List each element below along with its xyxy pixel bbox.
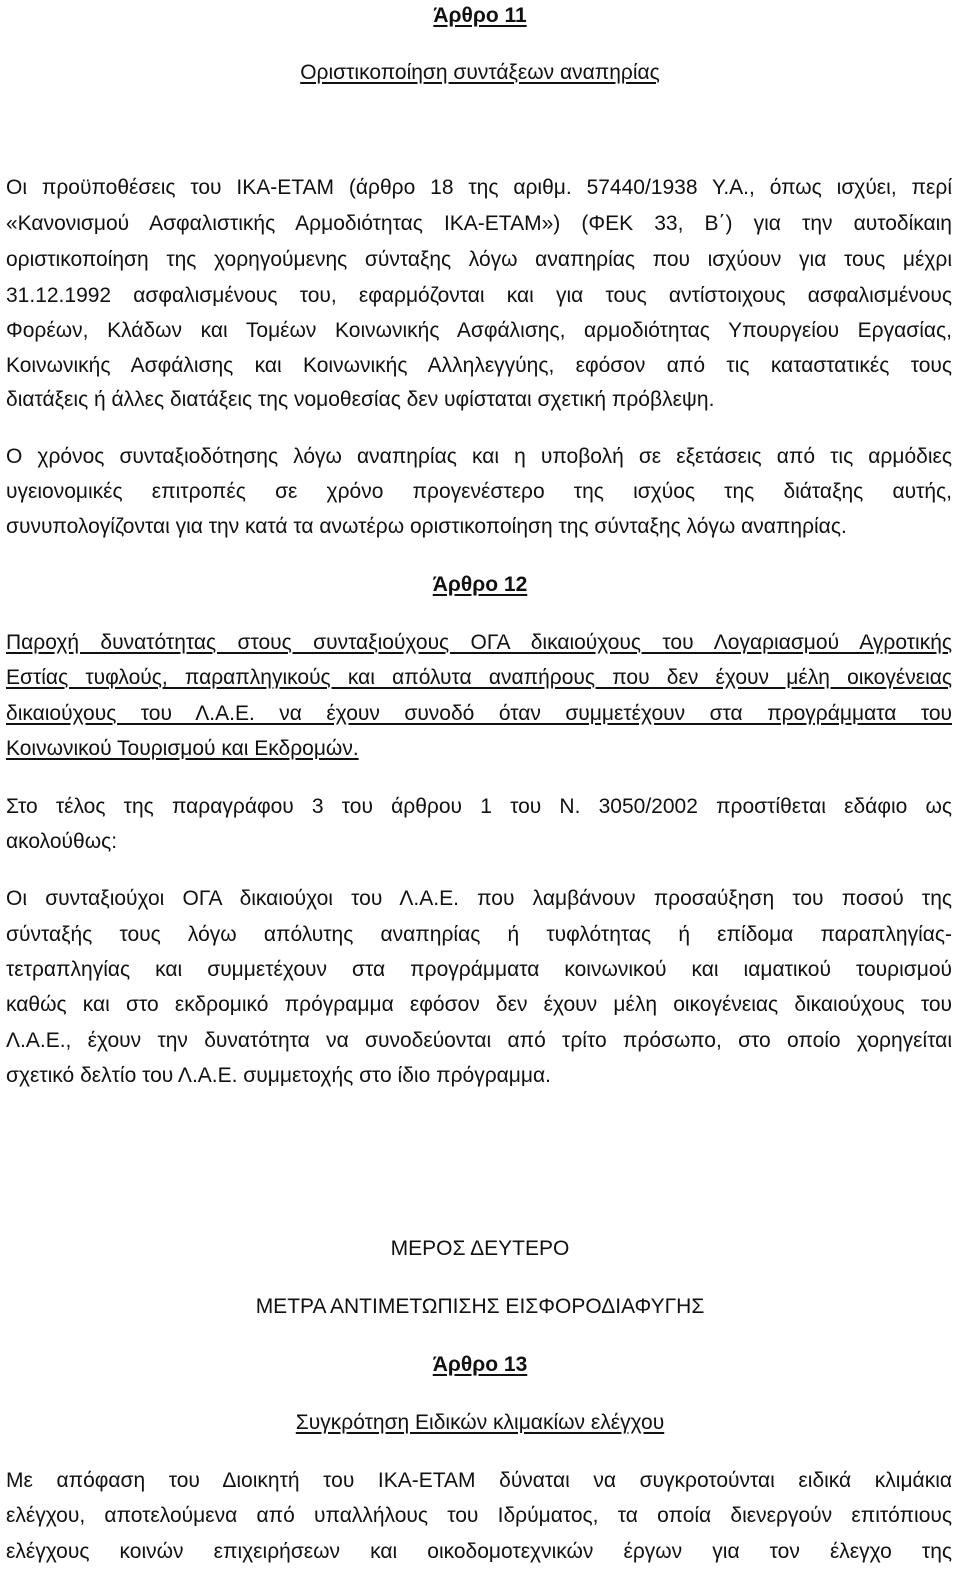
article-12-para1-line: Στο τέλος της παραγράφου 3 του άρθρου 1 του Ν. 3050/2002 προστίθεται εδάφιο ως bbox=[6, 795, 952, 818]
article-12-para1-line: ακολούθως: bbox=[6, 830, 118, 853]
article-11-para1-line: Φορέων, Κλάδων και Τομέων Κοινωνικής Ασφάλισης, αρμοδιότητας Υπουργείου Εργασίας, bbox=[6, 319, 952, 342]
part-two-heading: ΜΕΡΟΣ ΔΕΥΤΕΡΟ bbox=[390, 1237, 570, 1260]
article-13-para1-line: Με απόφαση του Διοικητή του ΙΚΑ-ΕΤΑΜ δύναται να συγκροτούνται ειδικά κλιμάκια bbox=[6, 1469, 952, 1492]
article-11-para2-line: υγειονομικές επιτροπές σε χρόνο προγενέστερο της ισχύος της διάταξης αυτής, bbox=[6, 480, 952, 503]
article-12-para2-line: Οι συνταξιούχοι ΟΓΑ δικαιούχοι του Λ.Α.Ε. που λαμβάνουν προσαύξηση του ποσού της bbox=[6, 887, 952, 910]
article-11-subtitle: Οριστικοποίηση συντάξεων αναπηρίας bbox=[300, 61, 660, 84]
article-11-para1-line: οριστικοποίηση της χορηγούμενης σύνταξης λόγω αναπηρίας που ισχύουν για τους μέχρι bbox=[6, 248, 952, 271]
article-12-para2-line: σχετικό δελτίο του Λ.Α.Ε. συμμετοχής στο ίδιο πρόγραμμα. bbox=[6, 1064, 551, 1087]
article-12-heading: Άρθρο 12 bbox=[432, 573, 528, 596]
article-11-para1-line: Οι προϋποθέσεις του ΙΚΑ-ΕΤΑΜ (άρθρο 18 της αριθμ. 57440/1938 Υ.Α., όπως ισχύει, περί bbox=[6, 176, 952, 199]
article-12-para2-line: τετραπληγίας και συμμετέχουν στα προγράμματα κοινωνικού και ιαματικού τουρισμού bbox=[6, 958, 952, 981]
article-11-para2-line: Ο χρόνος συνταξιοδότησης λόγω αναπηρίας και η υποβολή σε εξετάσεις από τις αρμόδιες bbox=[6, 445, 952, 468]
article-12-para2-line: σύνταξής τους λόγω απόλυτης αναπηρίας ή τυφλότητας ή επίδομα παραπληγίας- bbox=[6, 923, 952, 946]
article-13-para1-line: ελέγχου, αποτελούμενα από υπαλλήλους του Ιδρύματος, τα οποία διενεργούν επιτόπιους bbox=[6, 1504, 952, 1527]
article-11-heading: Άρθρο 11 bbox=[433, 4, 527, 27]
article-11-para1-line: «Κανονισμού Ασφαλιστικής Αρμοδιότητας ΙΚΑ-ΕΤΑΜ») (ΦΕΚ 33, Β΄) για την αυτοδίκαιη bbox=[6, 212, 952, 235]
article-13-subtitle: Συγκρότηση Ειδικών κλιμακίων ελέγχου bbox=[295, 1411, 665, 1434]
article-12-para2-line: Λ.Α.Ε., έχουν την δυνατότητα να συνοδεύονται από τρίτο πρόσωπο, στο οποίο χορηγείται bbox=[6, 1029, 952, 1052]
part-two-title: ΜΕΤΡΑ ΑΝΤΙΜΕΤΩΠΙΣΗΣ ΕΙΣΦΟΡΟΔΙΑΦΥΓΗΣ bbox=[255, 1295, 705, 1318]
article-11-para1-line: διατάξεις ή άλλες διατάξεις της νομοθεσίας δεν υφίσταται σχετική πρόβλεψη. bbox=[6, 388, 715, 411]
article-12-subtitle-line: δικαιούχους του Λ.Α.Ε. να έχουν συνοδό όταν συμμετέχουν στα προγράμματα του bbox=[6, 702, 952, 725]
article-13-para1-line: ελέγχους κοινών επιχειρήσεων και οικοδομοτεχνικών έργων για τον έλεγχο της bbox=[6, 1540, 952, 1563]
article-11-para1-line: 31.12.1992 ασφαλισμένους του, εφαρμόζονται και για τους αντίστοιχους ασφαλισμένους bbox=[6, 284, 952, 307]
article-12-subtitle-line: Παροχή δυνατότητας στους συνταξιούχους ΟΓΑ δικαιούχους του Λογαριασμού Αγροτικής bbox=[6, 631, 952, 654]
article-11-para2-line: συνυπολογίζονται για την κατά τα ανωτέρω οριστικοποίηση της σύνταξης λόγω αναπηρίας. bbox=[6, 515, 847, 538]
article-12-para2-line: καθώς και στο εκδρομικό πρόγραμμα εφόσον δεν έχουν μέλη οικογένειας δικαιούχους του bbox=[6, 993, 952, 1016]
article-12-subtitle-line: Εστίας τυφλούς, παραπληγικούς και απόλυτα αναπήρους που δεν έχουν μέλη οικογένειας bbox=[6, 666, 952, 689]
article-11-para1-line: Κοινωνικής Ασφάλισης και Κοινωνικής Αλληλεγγύης, εφόσον από τις καταστατικές τους bbox=[6, 354, 952, 377]
article-12-subtitle-line: Κοινωνικού Τουρισμού και Εκδρομών. bbox=[6, 737, 359, 760]
article-13-heading: Άρθρο 13 bbox=[432, 1353, 528, 1376]
